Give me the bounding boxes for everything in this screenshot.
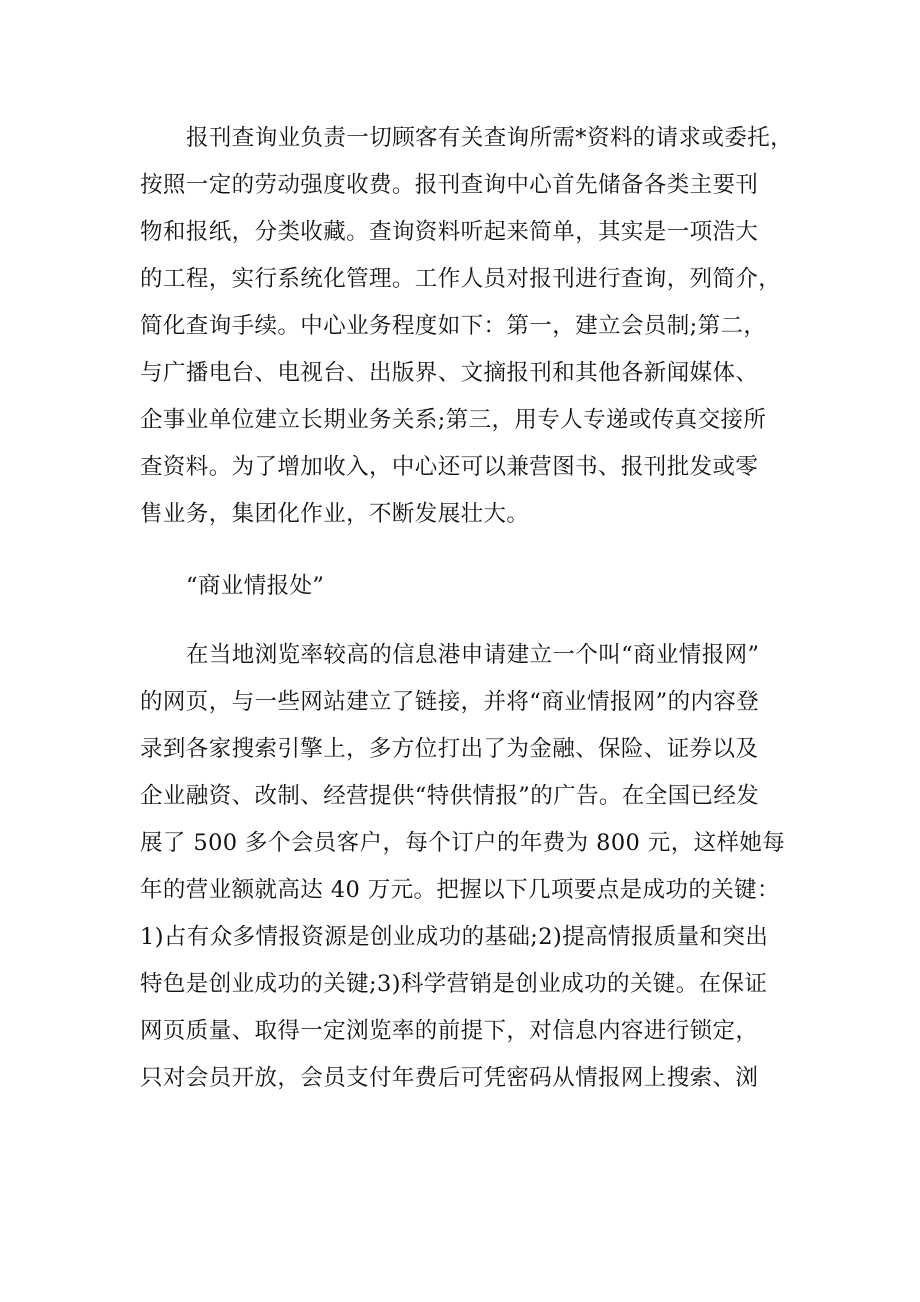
text-line: 报刊查询业负责一切顾客有关查询所需*资料的请求或委托， bbox=[186, 125, 794, 151]
text-line: 与广播电台、电视台、出版界、文摘报刊和其他各新闻媒体、 bbox=[140, 360, 759, 386]
text-line: 查资料。为了增加收入，中心还可以兼营图书、报刊批发或零 bbox=[140, 454, 759, 480]
text-line: 特色是创业成功的关键;3)科学营销是创业成功的关键。在保证 bbox=[140, 971, 768, 997]
text-line: 企事业单位建立长期业务关系;第三，用专人专递或传真交接所 bbox=[140, 407, 767, 433]
text-line: 物和报纸，分类收藏。查询资料听起来简单，其实是一项浩大 bbox=[140, 219, 759, 245]
text-line: 1)占有众多情报资源是创业成功的基础;2)提高情报质量和突出 bbox=[140, 924, 769, 950]
text-line: 网页质量、取得一定浏览率的前提下，对信息内容进行锁定， bbox=[140, 1018, 759, 1044]
text-line: 只对会员开放，会员支付年费后可凭密码从情报网上搜索、浏 bbox=[140, 1065, 759, 1091]
heading-text: “商业情报处” bbox=[186, 573, 325, 599]
text-line: 年的营业额就高达 40 万元。把握以下几项要点是成功的关键： bbox=[140, 877, 780, 903]
text-line: 录到各家搜索引擎上，多方位打出了为金融、保险、证券以及 bbox=[140, 736, 759, 762]
text-line: 展了 500 多个会员客户，每个订户的年费为 800 元，这样她每 bbox=[140, 830, 786, 856]
text-line: 按照一定的劳动强度收费。报刊查询中心首先储备各类主要刊 bbox=[140, 172, 759, 198]
text-line: 简化查询手续。中心业务程度如下：第一，建立会员制;第二， bbox=[140, 313, 767, 339]
text-line: 在当地浏览率较高的信息港申请建立一个叫“商业情报网” bbox=[186, 642, 760, 668]
text-line: 售业务，集团化作业，不断发展壮大。 bbox=[140, 501, 530, 527]
text-line: 企业融资、改制、经营提供“特供情报”的广告。在全国已经发 bbox=[140, 783, 760, 809]
text-line: 的网页，与一些网站建立了链接，并将“商业情报网”的内容登 bbox=[140, 689, 760, 715]
text-line: 的工程，实行系统化管理。工作人员对报刊进行查询，列简介， bbox=[140, 266, 782, 292]
